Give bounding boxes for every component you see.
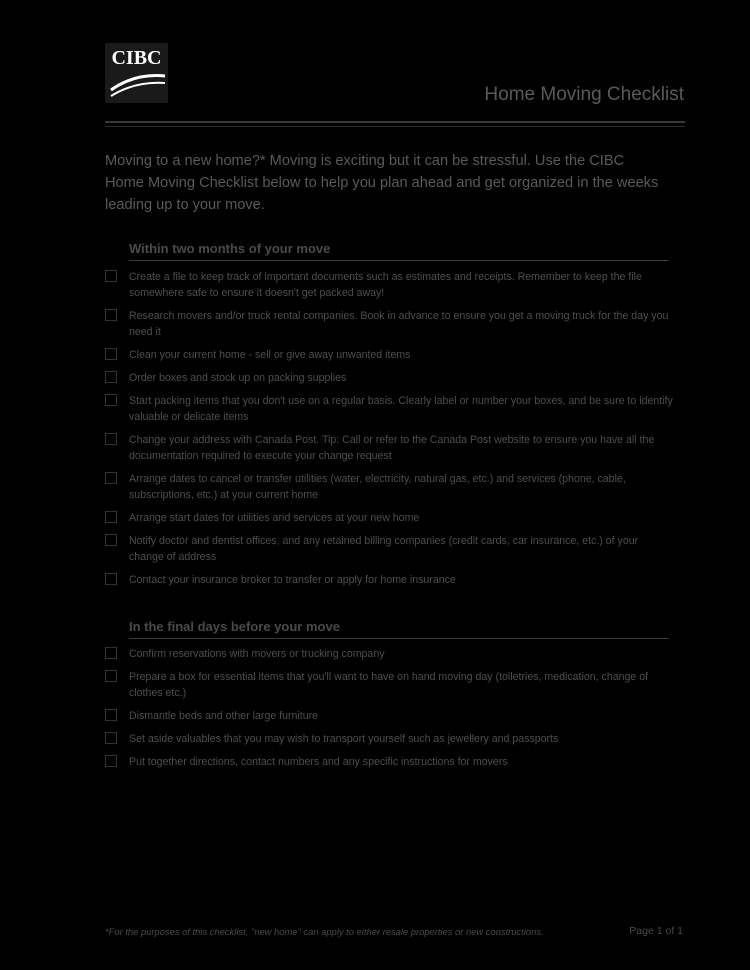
checkbox[interactable] bbox=[105, 511, 117, 523]
checklist-item-text: Clean your current home - sell or give away unwanted items bbox=[129, 349, 411, 361]
checklist-item-text: Change your address with Canada Post. Tip: Call or refer to the Canada Post website to ensure you have all the documentation required to execute your change request bbox=[129, 434, 655, 462]
checkbox[interactable] bbox=[105, 573, 117, 585]
checkbox[interactable] bbox=[105, 371, 117, 383]
checkbox[interactable] bbox=[105, 348, 117, 360]
checkbox[interactable] bbox=[105, 394, 117, 406]
checkbox[interactable] bbox=[105, 270, 117, 282]
header-divider bbox=[105, 121, 685, 123]
logo-wordmark: CIBC bbox=[111, 47, 162, 69]
logo-swoosh-icon bbox=[105, 43, 168, 103]
checkbox[interactable] bbox=[105, 433, 117, 445]
checklist-item-text: Dismantle beds and other large furniture bbox=[129, 710, 319, 722]
page-number: Page 1 of 1 bbox=[629, 925, 683, 937]
checklist-item-text: Arrange dates to cancel or transfer utilities (water, electricity, natural gas, etc.) and services (phone, cable, subscriptions, etc.) at your current home bbox=[129, 473, 626, 501]
checklist-item-text: Arrange start dates for utilities and services at your new home bbox=[129, 512, 420, 524]
checklist-item-text: Prepare a box for essential items that you'll want to have on hand moving day (toiletries, medication, change of clothes etc.) bbox=[129, 671, 649, 699]
checklist-item-text: Start packing items that you don't use on a regular basis. Clearly label or number your boxes, and be sure to identify valuable or delicate items bbox=[129, 395, 673, 423]
checkbox[interactable] bbox=[105, 732, 117, 744]
header-divider-thin bbox=[105, 126, 685, 127]
checklist-item-text: Confirm reservations with movers or trucking company bbox=[129, 648, 385, 660]
checklist-item-text: Order boxes and stock up on packing supplies bbox=[129, 372, 347, 384]
checklist-item-text: Notify doctor and dentist offices, and any retained billing companies (credit cards, car insurance, etc.) of your change of address bbox=[129, 535, 639, 563]
checkbox[interactable] bbox=[105, 709, 117, 721]
checkbox[interactable] bbox=[105, 472, 117, 484]
section-heading-two-months: Within two months of your move bbox=[129, 241, 669, 261]
checkbox[interactable] bbox=[105, 647, 117, 659]
checkbox[interactable] bbox=[105, 309, 117, 321]
checklist-item-text: Set aside valuables that you may wish to transport yourself such as jewellery and passports bbox=[129, 733, 559, 745]
checkbox[interactable] bbox=[105, 670, 117, 682]
intro-paragraph: Moving to a new home?* Moving is exciting but it can be stressful. Use the CIBC Home Moving Checklist below to help you plan ahead and get organized in the weeks leading up to your move. bbox=[105, 153, 659, 213]
checklist-item-text: Research movers and/or truck rental companies. Book in advance to ensure you get a moving truck for the day you need it bbox=[129, 310, 669, 338]
checkbox[interactable] bbox=[105, 534, 117, 546]
checklist-item-text: Put together directions, contact numbers and any specific instructions for movers bbox=[129, 756, 508, 768]
footnote: *For the purposes of this checklist, "new home" can apply to either resale properties or new constructions. bbox=[105, 926, 544, 937]
page-title: Home Moving Checklist bbox=[484, 84, 684, 105]
cibc-logo bbox=[105, 43, 168, 103]
checklist-item-text: Contact your insurance broker to transfer or apply for home insurance bbox=[129, 574, 456, 586]
section-heading-final-days: In the final days before your move bbox=[129, 619, 669, 639]
checkbox[interactable] bbox=[105, 755, 117, 767]
checklist-item-text: Create a file to keep track of important documents such as estimates and receipts. Remember to keep the file somewhere safe to ensure it doesn't get packed away! bbox=[129, 271, 642, 299]
